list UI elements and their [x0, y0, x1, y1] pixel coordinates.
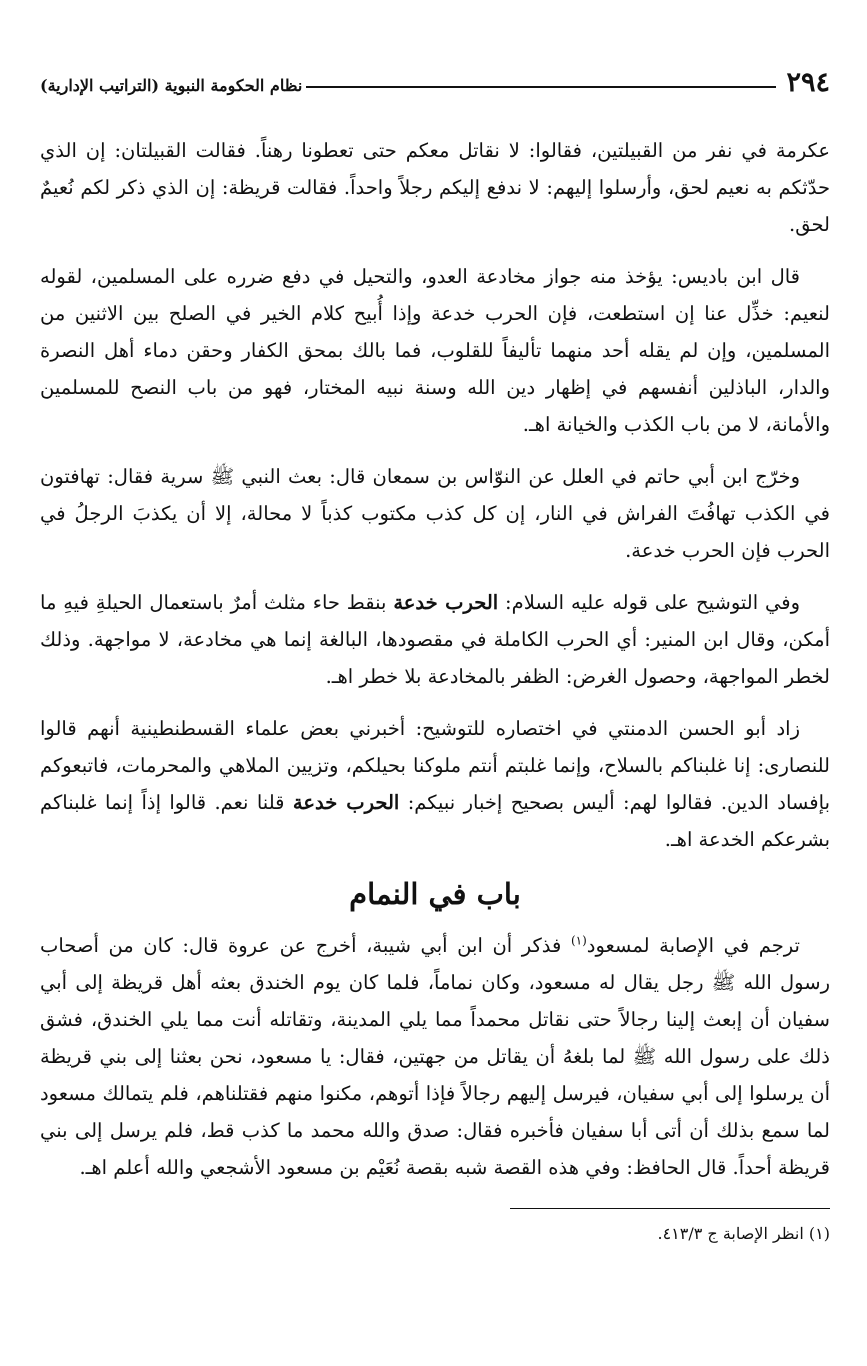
- paragraph-4-text-b: بنقط حاء مثلث أمرٌ باستعمال الحيلةِ فيهِ ما أمكن، وقال ابن المنير: أي الحرب الكاملة في مقصودها، البالغة إنما هي مخادعة، لا مواجهة. وذلك لخطر المواجهة، وحصول الغرض: الظفر بالمخادعة بلا خطر اهـ.: [40, 591, 830, 688]
- paragraph-2: قال ابن باديس: يؤخذ منه جواز مخادعة العدو، والتحيل في دفع ضرره على المسلمين، لقوله لنعيم: خذِّل عنا إن استطعت، فإن الحرب خدعة وإذا أُبيح كلام الخير في الصلح بين الاثنين من المسلمين، وإن لم يقله أحد منهما تأليفاً للقلوب، فما بالك بمحق الكفار وحقن دماء أهل النصرة والدار، الباذلين أنفسهم في إظهار دين الله وسنة نبيه المختار، فهو من باب النصح للمسلمين والأمانة، لا من باب الكذب والخيانة اهـ.: [40, 265, 830, 436]
- chapter-title: باب في النمام: [349, 877, 521, 911]
- paragraph-1: عكرمة في نفر من القبيلتين، فقالوا: لا نقاتل معكم حتى تعطونا رهناً. فقالت القبيلتان: إن الذي حدّثكم به نعيم لحق، وأرسلوا إليهم: لا ندفع إليكم رجلاً واحداً. فقالت قريظة: إن الذي ذكر لكم نُعيمٌ لحق.: [40, 139, 830, 236]
- paragraph-4: [40, 584, 830, 695]
- paragraph-3: وخرّج ابن أبي حاتم في العلل عن النوّاس بن سمعان قال: بعث النبي ﷺ سرية فقال: تهافتون في الكذب تهافُتَ الفراش في النار، إن كل كذب مكتوب كذباً لا محالة، إلا أن يكذبَ الرجلُ في الحرب فإن الحرب خدعة.: [40, 465, 830, 562]
- paragraph-5-text-a: زاد أبو الحسن الدمنتي في اختصاره للتوشيح: أخبرني بعض علماء القسطنطينية أنهم قالوا للنصارى: إنا غلبناكم بالسلاح، وإنما غلبتم أنتم ملوكنا بحيلكم، وتزيين الملاهي والمحرمات، فاتبعوكم بإفساد الدين. فقالوا لهم: أليس بصحيح إخبار نبيكم:: [40, 717, 830, 814]
- paragraph-6-text-a: ترجم في الإصابة لمسعود: [586, 934, 800, 957]
- running-header: [40, 56, 830, 96]
- header-title: نظام الحكومة النبوية (التراتيب الإدارية): [40, 76, 303, 95]
- paragraph-5-bold: الحرب خدعة: [292, 791, 400, 814]
- footnote-ref: (١): [570, 933, 587, 948]
- header-rule: [306, 86, 776, 88]
- paragraph-4-bold: الحرب خدعة: [393, 591, 499, 614]
- paragraph-4-text-a: وفي التوشيح على قوله عليه السلام:: [498, 591, 800, 614]
- page-number: ٢٩٤: [786, 67, 830, 98]
- paragraph-6-text-b: فذكر أن ابن أبي شيبة، أخرج عن عروة قال: كان من أصحاب رسول الله ﷺ رجل يقال له مسعود، وكان نماماً، فلما كان يوم الخندق بعثه أهل قريظة إلى أبي سفيان أن إبعث إلينا رجالاً حتى نقاتل محمداً مما يلي المدينة، وتقاتله أنت مما يلي الخندق، فشق ذلك على رسول الله ﷺ لما بلغهُ أن يقاتل من جهتين، فقال: يا مسعود، نحن بعثنا إلى بني قريظة أن يرسلوا إلى أبي سفيان، فيرسل إليهم رجالاً فإذا أتوهم، مكنوا منهم فقتلناهم، فلم يتمالك مسعود لما سمع بذلك أن أتى أبا سفيان فأخبره فقال: صدق والله محمد ما كذب قط، فلم يرسل إلى بني قريظة أحداً. قال الحافظ: وفي هذه القصة شبه بقصة نُعَيْم بن مسعود الأشجعي والله أعلم اهـ.: [40, 934, 830, 1179]
- book-page: [40, 56, 830, 1247]
- paragraph-6: [40, 927, 830, 1186]
- paragraph-5: [40, 710, 830, 858]
- body-text: [40, 132, 830, 1186]
- footnote-rule: [510, 1208, 830, 1209]
- footnote: (١) انظر الإصابة ج ٤١٣/٣.: [657, 1224, 830, 1243]
- paragraph-5-text-b: قلنا نعم. قالوا إذاً إنما غلبناكم بشرعكم الخدعة اهـ.: [40, 791, 830, 851]
